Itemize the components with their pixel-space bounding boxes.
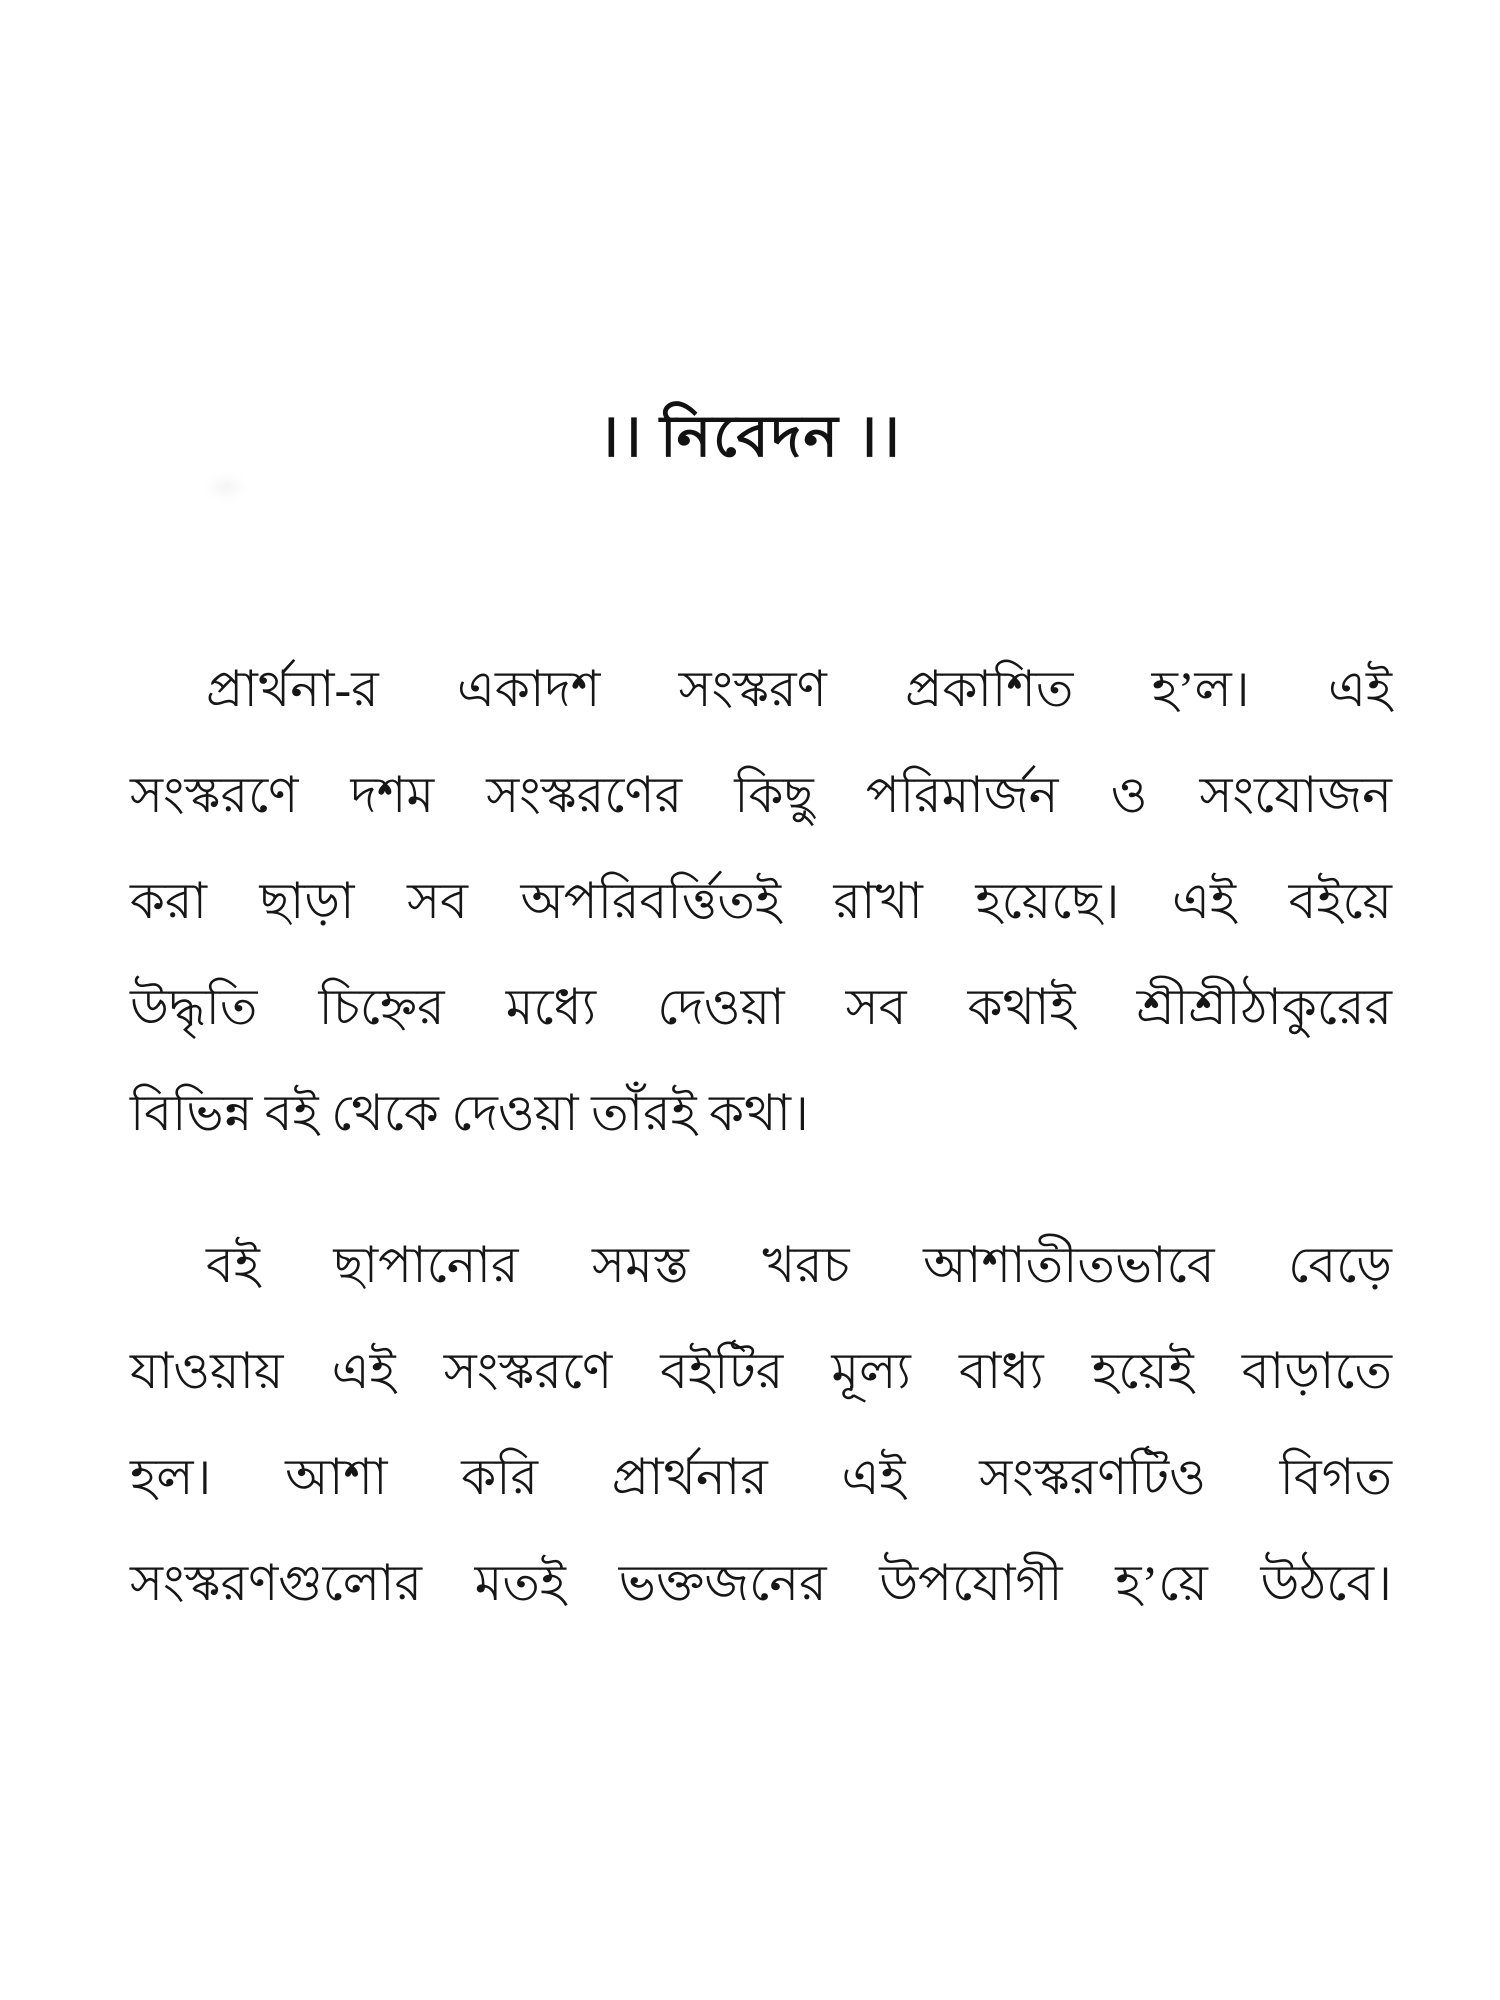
paragraph — [130, 1212, 1392, 1636]
text-line: সংস্করণগুলোর মতই ভক্তজনের উপযোগী হ’য়ে উঠবে। — [130, 1555, 1392, 1611]
text-line: সংস্করণে দশম সংস্করণের কিছু পরিমার্জন ও সংযোজন — [130, 767, 1392, 823]
text-line: প্রার্থনা-র একাদশ সংস্করণ প্রকাশিত হ’ল। এই — [206, 661, 1392, 717]
text-line: বিভিন্ন বই থেকে দেওয়া তাঁরই কথা। — [130, 1085, 809, 1141]
paragraph — [130, 636, 1392, 1166]
body-text — [130, 636, 1392, 1636]
text-line: করা ছাড়া সব অপরিবর্ত্তিতই রাখা হয়েছে। এই বইয়ে — [130, 873, 1392, 929]
text-line: উদ্ধৃতি চিহ্নের মধ্যে দেওয়া সব কথাই শ্রীশ্রীঠাকুরের — [130, 979, 1392, 1035]
text-line: যাওয়ায় এই সংস্করণে বইটির মূল্য বাধ্য হয়েই বাড়াতে — [130, 1343, 1392, 1399]
text-line: হল। আশা করি প্রার্থনার এই সংস্করণটিও বিগত — [130, 1449, 1392, 1505]
scan-smudge — [205, 472, 247, 502]
text-line: বই ছাপানোর সমস্ত খরচ আশাতীতভাবে বেড়ে — [206, 1237, 1392, 1293]
page-title: ।। নিবেদন ।। — [598, 404, 902, 469]
